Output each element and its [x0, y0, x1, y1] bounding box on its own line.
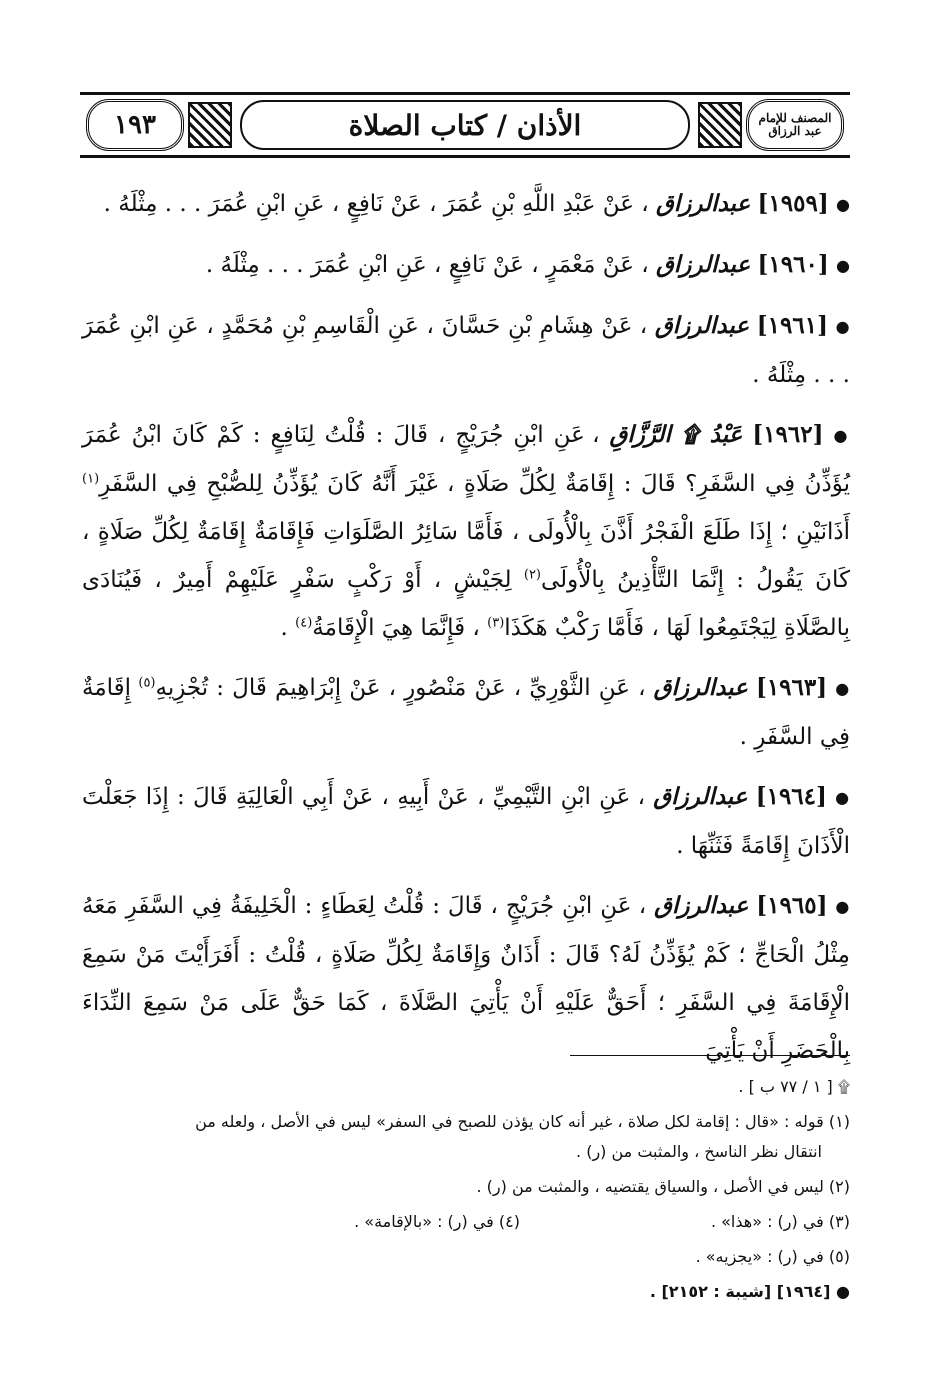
hadith-1961: [82, 302, 850, 399]
narrator: عبدالرزاق: [656, 251, 751, 278]
footnote-separator: [570, 1055, 850, 1056]
hadith-text: ، عَنِ الثَّوْرِيِّ ، عَنْ مَنْصُورٍ ، عَنْ إِبْرَاهِيمَ قَالَ : تُجْزِيهِ: [155, 675, 646, 701]
footnote-ref-1[interactable]: (١): [82, 471, 100, 487]
running-title: الأذان / كتاب الصلاة: [240, 100, 690, 150]
footnote-ref-4[interactable]: (٤): [295, 615, 313, 631]
bullet-icon: ●: [835, 679, 851, 698]
bullet-icon: ●: [835, 317, 851, 336]
hadith-text: ، عَنِ ابْنِ جُرَيْجٍ ، قَالَ : قُلْتُ لِنَافِعٍ : كَمْ كَانَ ابْنُ عُمَرَ يُؤَذِّنُ فِي السَّفَرِ؟ قَالَ : إِقَامَةٌ لِكُلِّ صَلَاةٍ ، غَيْرَ أَنَّهُ كَانَ يُؤَذِّنُ لِلصُّبْحِ فِي السَّفَرِ: [82, 422, 850, 497]
narrator: عبدالرزاق: [654, 892, 749, 919]
hadith-1960: [82, 241, 850, 290]
bullet-icon: ●: [833, 426, 851, 445]
hadith-text: .: [280, 615, 288, 641]
header-bottom-rule: [80, 155, 850, 158]
hadith-number: [١٩٦٣]: [755, 674, 828, 701]
hadith-text: ، عَنْ مَعْمَرٍ ، عَنْ نَافِعٍ ، عَنِ ابْنِ عُمَرَ . . . مِثْلَهُ .: [205, 252, 649, 278]
hadith-text: ، عَنْ هِشَامِ بْنِ حَسَّانَ ، عَنِ الْقَاسِمِ بْنِ مُحَمَّدٍ ، عَنِ ابْنِ عُمَرَ . . . مِثْلَهُ .: [82, 313, 850, 388]
footnotes: [80, 1072, 850, 1312]
bullet-icon: ●: [835, 897, 850, 916]
hadith-number: [١٩٦٢]: [752, 421, 824, 448]
footnote-1-continuation: انتقال نظر الناسخ ، والمثبت من (ر) .: [576, 1142, 822, 1161]
footnote-1: [80, 1107, 850, 1167]
footnote-3: (٣) في (ر) : «هذا» .: [710, 1212, 850, 1231]
book-logo: المصنف للإمام عبد الرزاق: [746, 99, 844, 151]
hadith-text: ، عَنْ عَبْدِ اللَّهِ بْنِ عُمَرَ ، عَنْ نَافِعٍ ، عَنِ ابْنِ عُمَرَ . . . مِثْلَهُ .: [103, 191, 649, 217]
source-reference: ● [١٩٦٤] [شيبة : ٢١٥٢] .: [649, 1282, 850, 1301]
narrator: عبدالرزاق: [653, 783, 748, 810]
bullet-icon: ●: [836, 195, 850, 214]
footnote-5: (٥) في (ر) : «يجزيه» .: [695, 1247, 850, 1266]
page-number: ١٩٣: [86, 99, 184, 151]
main-text: [82, 180, 850, 1087]
hadith-text: لِجَيْشٍ ، أَوْ رَكْبٍ سَفْرٍ عَلَيْهِمْ أَمِيرٌ ، فَيُنَادَى بِالصَّلَاةِ لِيَجْتَمِعُوا لَهَا ، فَأَمَّا رَكْبٌ هَكَذَا: [82, 567, 850, 641]
hadith-1963: [82, 664, 850, 761]
bullet-icon: ●: [836, 256, 850, 275]
header-ornament-right: [698, 102, 742, 148]
hadith-text: إِقَامَةٌ فِي السَّفَرِ .: [82, 675, 850, 750]
hadith-number: [١٩٦٥]: [756, 892, 828, 919]
header-ornament-left: [188, 102, 232, 148]
bullet-icon: ●: [835, 788, 851, 807]
narrator: عبدالرزاق: [653, 674, 748, 701]
hadith-text: أَذَانَيْنِ ؛ إِذَا طَلَعَ الْفَجْرُ أَذَّنَ بِالْأُولَى ، فَأَمَّا سَائِرُ الصَّلَوَاتِ فَإِقَامَةٌ إِقَامَةٌ لِكُلِّ صَلَاةٍ ، كَانَ يَقُولُ : إِنَّمَا التَّأْذِينُ بِالْأُولَى: [82, 519, 851, 593]
footnote-1-text: (١) قوله : «قال : إقامة لكل صلاة ، غير أنه كان يؤذن للصبح في السفر» ليس في الأصل ، ولعله من: [195, 1112, 850, 1131]
hadith-number: [١٩٥٩]: [757, 190, 829, 217]
hadith-1962: [82, 411, 850, 652]
narrator: عبدالرزاق: [654, 312, 750, 339]
folio-reference: ۩ [ ١ / ٧٧ ب ] .: [738, 1077, 850, 1096]
hadith-1959: [82, 180, 850, 229]
hadith-number: [١٩٦٤]: [755, 783, 827, 810]
narrator: عبدالرزاق: [656, 190, 751, 217]
page-header: [80, 92, 850, 158]
footnote-2: (٢) ليس في الأصل ، والسياق يقتضيه ، والمثبت من (ر) .: [476, 1177, 850, 1196]
hadith-number: [١٩٦٠]: [757, 251, 829, 278]
hadith-text: ، عَنِ ابْنِ جُرَيْجٍ ، قَالَ : قُلْتُ لِعَطَاءٍ : الْخَلِيفَةُ فِي السَّفَرِ مَعَهُ مِثْلُ الْحَاجِّ ؛ كَمْ يُؤَذِّنُ لَهُ؟ قَالَ : أَذَانٌ وَإِقَامَةٌ لِكُلِّ صَلَاةٍ ، قُلْتُ : أَفَرَأَيْتَ مَنْ سَمِعَ الْإِقَامَةَ فِي السَّفَرِ ؛ أَحَقٌّ عَلَيْهِ أَنْ يَأْتِيَ الصَّلَاةَ ، كَمَا حَقٌّ عَلَى مَنْ سَمِعَ النِّدَاءَ بِالْحَضَرِ أَنْ يَأْتِيَ: [82, 893, 850, 1064]
footnote-ref-2[interactable]: (٢): [523, 567, 541, 583]
hadith-text: ، فَإِنَّمَا هِيَ الْإِقَامَةُ: [312, 615, 480, 641]
footnote-ref-3[interactable]: (٣): [487, 615, 505, 631]
hadith-1964: [82, 773, 850, 870]
hadith-text: ، عَنِ ابْنِ التَّيْمِيِّ ، عَنْ أَبِيهِ ، عَنْ أَبِي الْعَالِيَةِ قَالَ : إِذَا جَعَلْتَ الْأَذَانَ إِقَامَةً فَثَنِّهَا .: [82, 784, 850, 859]
header-top-rule: [80, 92, 850, 95]
hadith-number: [١٩٦١]: [756, 312, 828, 339]
narrator: عَبْدُ ۩ الرَّزَّاقِ: [609, 421, 743, 448]
footnote-4: (٤) في (ر) : «بالإقامة» .: [354, 1212, 520, 1231]
hadith-1965: [82, 882, 850, 1075]
footnotes-3-4: [80, 1207, 850, 1237]
footnote-ref-5[interactable]: (٥): [138, 675, 156, 691]
